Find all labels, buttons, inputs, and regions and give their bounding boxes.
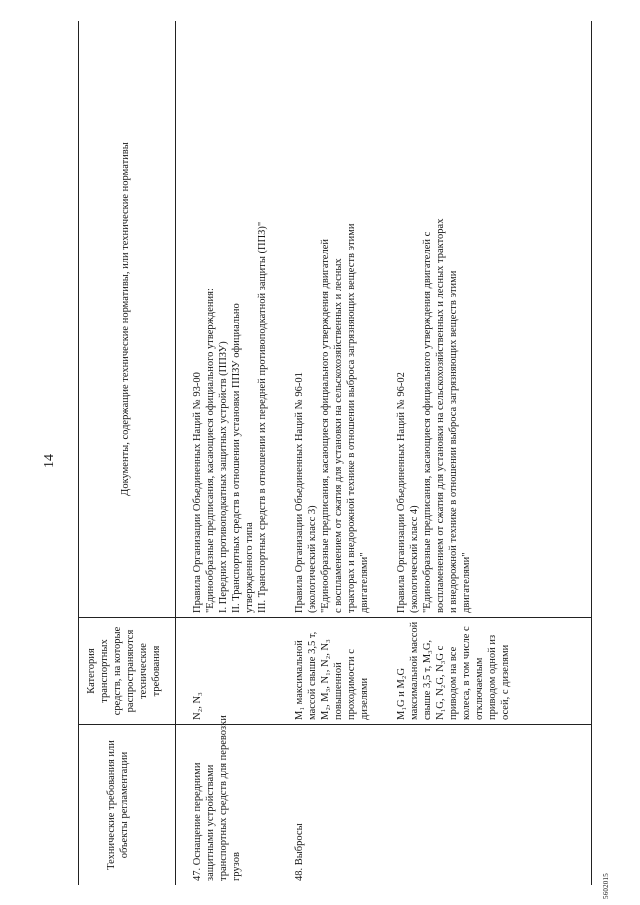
cell-line: утвержденного типа <box>244 522 255 613</box>
header-requirements <box>105 725 131 885</box>
cell-line: грузов <box>231 852 242 881</box>
cell-line: "Единообразные предписания, касающиеся официального утверждения двигателей с <box>422 231 433 613</box>
cell-line: приводом на все <box>448 646 459 720</box>
column-divider <box>79 724 591 725</box>
header-category <box>85 618 163 724</box>
cell-line: массой свыше 3,5 т, <box>307 631 318 720</box>
cell-line: защитными устройствами <box>205 764 216 881</box>
row-48-category-block-2 <box>395 620 512 720</box>
cell-line: приводом одной из <box>487 634 498 720</box>
cell-line: колеса, в том числе с <box>461 626 472 720</box>
cell-line: (экологический класс 4) <box>409 505 420 613</box>
cell-line: осей, с дизелями <box>500 644 511 720</box>
cell-line: II. Транспортных средств в отношении установки ППЗУ официально <box>231 303 242 613</box>
cell-line: максимальной массой <box>409 621 420 720</box>
cell-line: (экологический класс 3) <box>307 505 318 613</box>
header-line: распространяются <box>125 629 136 713</box>
cell-line: и внедорожной технике в отношении выброса загрязняющих веществ этими <box>448 270 459 613</box>
cell-line: отключаемым <box>474 657 485 720</box>
header-documents <box>119 21 132 617</box>
cell-line: дизелями <box>359 677 370 720</box>
cell-line: 48. Выбросы <box>294 823 305 881</box>
cell-line: Правила Организации Объединенных Наций № 96-02 <box>396 372 407 613</box>
row-47-requirement <box>191 715 243 881</box>
cell-line: двигателями" <box>461 552 472 613</box>
cell-line: Правила Организации Объединенных Наций № 96-01 <box>294 372 305 613</box>
document-code: 5602015 <box>602 873 610 899</box>
header-line: Категория <box>86 648 97 694</box>
cell-line: транспортных средств для перевозки <box>218 715 229 881</box>
regulations-table <box>78 21 592 885</box>
cell-line: M₁G и M₂G <box>396 667 407 720</box>
cell-line: I. Передних противоподкатных защитных устройств (ППЗУ) <box>218 341 229 613</box>
cell-line: воспламенением от сжатия для установки на сельскохозяйственных и лесных тракторах <box>435 218 446 613</box>
row-48-documents-block-2 <box>395 23 473 613</box>
cell-line: двигателями" <box>359 552 370 613</box>
cell-line: Правила Организации Объединенных Наций № 93-00 <box>192 372 203 613</box>
row-47-category <box>191 620 204 720</box>
header-divider <box>175 21 176 885</box>
header-line: средств, на которые <box>112 626 123 716</box>
cell-line: N₁G, N₂G, N₃G с <box>435 645 446 720</box>
cell-line: "Единообразные предписания, касающиеся официального утверждения: <box>205 288 216 613</box>
cell-line: с воспламенением от сжатия для установки на сельскохозяйственных и лесных <box>333 258 344 613</box>
header-line: объекты регламентации <box>119 751 130 859</box>
header-line: технические <box>138 643 149 699</box>
cell-line: проходимости с <box>346 649 357 720</box>
row-47-documents <box>191 23 269 613</box>
cell-line: M₂, M₃, N₁, N₂, N₃ <box>320 639 331 720</box>
cell-line: "Единообразные предписания, касающиеся официального утверждения двигателей <box>320 239 331 613</box>
row-48-requirement <box>293 725 306 881</box>
page-number: 14 <box>42 454 57 468</box>
cell-line: повышенной <box>333 662 344 720</box>
row-48-category-block-1 <box>293 620 371 720</box>
header-line: требования <box>151 645 162 697</box>
cell-line: M₁ максимальной <box>294 640 305 720</box>
row-48-documents-block-1 <box>293 23 371 613</box>
cell-line: III. Транспортных средств в отношении их передней противоподкатной защиты (ППЗ)" <box>257 221 268 613</box>
cell-line: 47. Оснащение передними <box>192 762 203 881</box>
header-line: Технические требования или <box>106 740 117 870</box>
header-line: транспортных <box>99 639 110 703</box>
cell-line: N₂, N₃ <box>192 692 203 720</box>
cell-line: свыше 3,5 т, M₃G, <box>422 639 433 720</box>
header-line: Документы, содержащие технические нормативы, или технические нормативы <box>120 142 131 496</box>
cell-line: тракторах и внедорожной технике в отношении выброса загрязняющих веществ этими <box>346 223 357 613</box>
